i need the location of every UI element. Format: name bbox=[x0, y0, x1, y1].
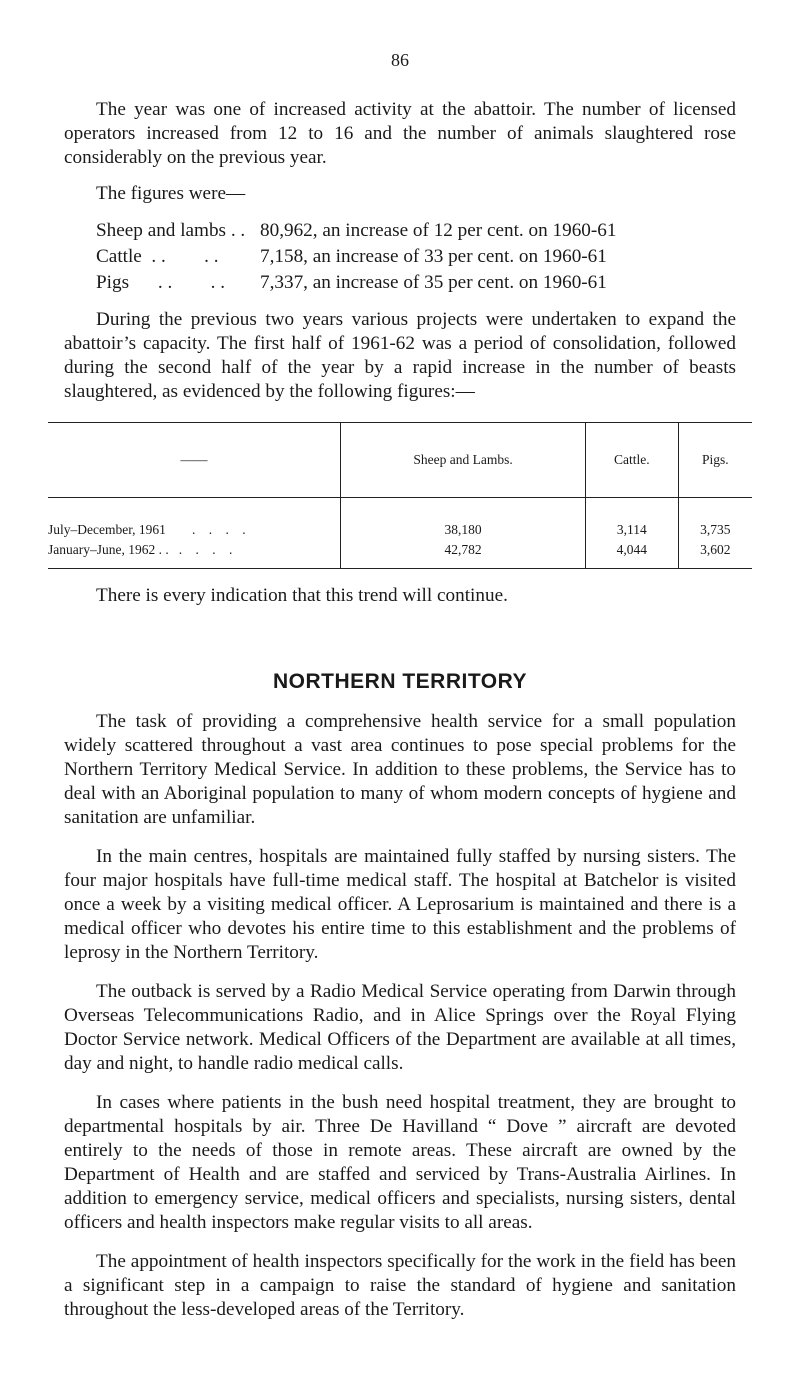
table-cell-cattle: 4,044 bbox=[586, 540, 678, 569]
figure-text: 7,158, an increase of 33 per cent. on 1960-61 bbox=[260, 246, 607, 267]
figure-label: Cattle . . . . bbox=[96, 246, 219, 267]
table-header-cattle: Cattle. bbox=[586, 423, 678, 498]
figure-row-pigs bbox=[96, 270, 736, 296]
table-cell-period bbox=[48, 540, 341, 569]
figure-label: Pigs . . . . bbox=[96, 272, 226, 293]
dots-text: . . . . bbox=[178, 542, 238, 557]
table-row bbox=[48, 540, 752, 569]
table-header-period: —— bbox=[48, 423, 341, 498]
paragraph-abattoir: The year was one of increased activity at the abattoir. The number of licensed operators increased from 12 to 16 and the number of animals slaughtered rose considerably on the previous year. bbox=[64, 99, 736, 168]
leader-dots bbox=[179, 542, 238, 557]
table-cell-period bbox=[48, 498, 341, 541]
figure-row-sheep bbox=[96, 218, 736, 244]
paragraph-projects: During the previous two years various projects were undertaken to expand the abattoir’s capacity. The first half of 1961-62 was a period of consolidation, followed during the second half of the year by a rapid increase in the number of beasts slaughtered, as evidenced by the following figures:— bbox=[64, 309, 736, 402]
page-body bbox=[48, 98, 736, 1322]
paragraph-nt-1: The task of providing a comprehensive health service for a small population widely scattered throughout a vast area continues to pose special problems for the Northern Territory Medical Service. In addition to these problems, the Service has to deal with an Aboriginal population to many of whom modern concepts of hygiene and sanitation are unfamiliar. bbox=[64, 711, 736, 828]
figure-text: 7,337, an increase of 35 per cent. on 1960-61 bbox=[260, 272, 607, 293]
paragraph-trend: There is every indication that this trend will continue. bbox=[96, 585, 508, 606]
table-cell-cattle: 3,114 bbox=[586, 498, 678, 541]
paragraph-nt-3: The outback is served by a Radio Medical Service operating from Darwin through Overseas Telecommunications Radio, and in Alice Springs over the Royal Flying Doctor Service network. Medical Officers of the Department are available at all times, day and night, to handle radio medical calls. bbox=[64, 981, 736, 1074]
paragraph-nt-4: In cases where patients in the bush need hospital treatment, they are brought to departmental hospitals by air. Three De Havilland “ Dove ” aircraft are devoted entirely to the needs of those in remote areas. These aircraft are owned by the Department of Health and are staffed and serviced by Trans-Australia Airlines. In addition to emergency service, medical officers and specialists, nursing sisters, dental officers and health inspectors make regular visits to all areas. bbox=[64, 1092, 736, 1233]
table-cell-sheep: 38,180 bbox=[341, 498, 586, 541]
section-heading: NORTHERN TERRITORY bbox=[272, 670, 527, 693]
leader-dots bbox=[192, 522, 251, 537]
period-text: January–June, 1962 . . bbox=[48, 542, 169, 557]
figure-label: Sheep and lambs . . bbox=[96, 220, 246, 241]
dots-text: . . . . bbox=[191, 522, 251, 537]
figure-row-cattle bbox=[96, 244, 736, 270]
slaughter-table bbox=[48, 422, 752, 569]
table-cell-pigs: 3,602 bbox=[678, 540, 752, 569]
paragraph-nt-5: The appointment of health inspectors specifically for the work in the field has been a significant step in a campaign to raise the standard of hygiene and sanitation throughout the less-developed areas of the Territory. bbox=[64, 1251, 736, 1320]
paragraph-nt-2: In the main centres, hospitals are maintained fully staffed by nursing sisters. The four major hospitals have full-time medical staff. The hospital at Batchelor is visited once a week by a visiting medical officer. A Leprosarium is maintained and there is a medical officer who devotes his entire time to this establishment and the problems of leprosy in the Northern Territory. bbox=[64, 846, 736, 963]
table-cell-sheep: 42,782 bbox=[341, 540, 586, 569]
figures-list bbox=[96, 218, 736, 296]
page-number: 86 bbox=[391, 50, 409, 70]
table-header-pigs: Pigs. bbox=[678, 423, 752, 498]
figure-text: 80,962, an increase of 12 per cent. on 1960-61 bbox=[260, 220, 617, 241]
table-row bbox=[48, 498, 752, 541]
table-cell-pigs: 3,735 bbox=[678, 498, 752, 541]
period-text: July–December, 1961 bbox=[48, 522, 166, 537]
table-header-sheep: Sheep and Lambs. bbox=[341, 423, 586, 498]
table-header-row bbox=[48, 423, 752, 498]
figures-intro: The figures were— bbox=[96, 183, 246, 204]
